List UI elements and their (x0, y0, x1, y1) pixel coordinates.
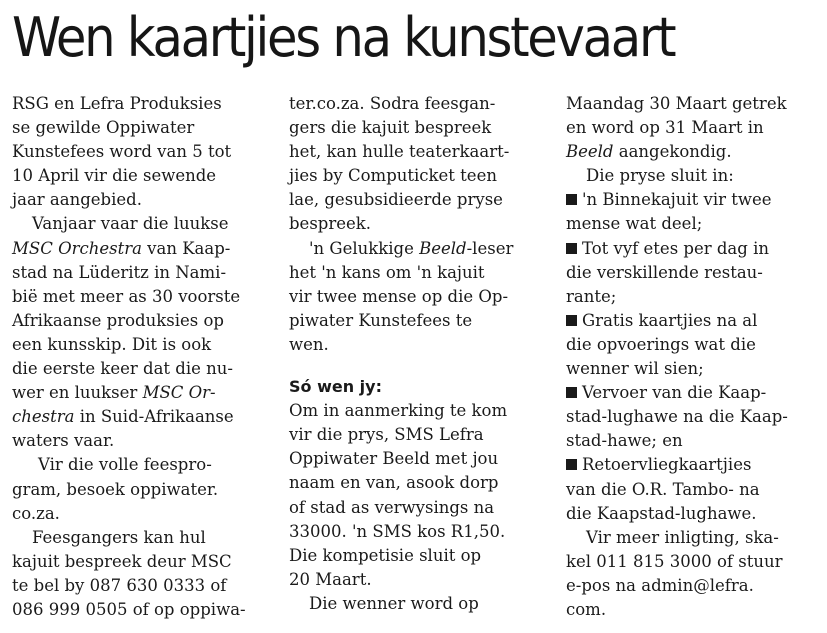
text-line (12, 381, 268, 405)
text-fragment: wer en luukser (12, 383, 143, 403)
text-line: piwater Kunstefees te (289, 310, 473, 330)
bullet-item (566, 237, 818, 261)
text-line: Die wenner word op (309, 593, 479, 613)
text-line: vir die prys, SMS Lefra (289, 425, 484, 445)
text-line: stad-hawe; en (566, 431, 683, 451)
bullet-item (566, 381, 818, 405)
text-line: Om in aanmerking te kom (289, 401, 508, 421)
bullet-text: Tot vyf etes per dag in (582, 238, 769, 258)
text-line: die opvoerings wat die (566, 334, 756, 354)
text-line: een kunsskip. Dit is ook (12, 334, 212, 354)
text-line: die Kaapstad-lughawe. (566, 503, 757, 523)
text-line: en word op 31 Maart in (566, 118, 764, 138)
text-line (12, 237, 268, 261)
text-line: die verskillende restau- (566, 262, 763, 282)
text-line: ter.co.za. Sodra feesgan- (289, 94, 496, 113)
text-line: Kunstefees word van 5 tot (12, 142, 232, 162)
text-line: Afrikaanse produksies op (12, 310, 224, 330)
text-line: 10 April vir die sewende (12, 166, 217, 186)
text-line: 20 Maart. (289, 569, 372, 589)
text-line: die eerste keer dat die nu- (12, 359, 233, 379)
text-line: kajuit bespreek deur MSC (12, 551, 232, 571)
square-bullet-icon (566, 387, 577, 398)
square-bullet-icon (566, 243, 577, 254)
square-bullet-icon (566, 459, 577, 470)
text-line (12, 405, 268, 429)
text-line: se gewilde Oppiwater (12, 118, 195, 138)
text-line: naam en van, asook dorp (289, 473, 499, 493)
text-line: gers die kajuit bespreek (289, 118, 492, 138)
text-line: RSG en Lefra Produksies (12, 94, 222, 113)
text-line: het, kan hulle teaterkaart- (289, 142, 510, 162)
newspaper-name: Beeld (419, 238, 467, 258)
text-line: jies by Computicket teen (289, 166, 497, 186)
square-bullet-icon (566, 315, 577, 326)
text-line: wen. (289, 334, 329, 354)
text-fragment: 'n Gelukkige (309, 238, 420, 258)
text-line: stad na Lüderitz in Nami- (12, 262, 227, 282)
text-line: het 'n kans om 'n kajuit (289, 262, 485, 282)
square-bullet-icon (566, 194, 577, 205)
bullet-text: Gratis kaartjies na al (582, 310, 758, 330)
text-line: gram, besoek oppiwater. (12, 479, 219, 499)
text-line: waters vaar. (12, 431, 115, 451)
text-line: bië met meer as 30 voorste (12, 286, 241, 306)
text-fragment: van Kaap- (141, 238, 231, 258)
text-line: mense wat deel; (566, 214, 703, 234)
text-line: kel 011 815 3000 of stuur (566, 551, 783, 571)
article-column-1 (12, 92, 268, 622)
text-line: Vanjaar vaar die luukse (32, 214, 229, 234)
text-line: Vir meer inligting, ska- (586, 527, 779, 547)
text-line: stad-lughawe na die Kaap- (566, 407, 788, 427)
bullet-text: Retoervliegkaartjies (582, 455, 752, 475)
text-line: Die pryse sluit in: (586, 166, 734, 186)
text-fragment: -leser (466, 238, 514, 258)
bullet-item (566, 188, 818, 212)
text-line (566, 140, 818, 164)
text-line (289, 237, 547, 261)
ship-name: MSC Or- (142, 383, 216, 403)
text-line: Maandag 30 Maart getrek (566, 94, 787, 113)
headline: Wen kaartjies na kunstevaart (12, 6, 675, 69)
text-line: lae, gesubsidieerde pryse (289, 190, 503, 210)
bullet-item (566, 309, 818, 333)
text-fragment: aangekondig. (613, 142, 732, 162)
article-column-2 (289, 92, 547, 616)
text-line: Feesgangers kan hul (32, 527, 206, 547)
bullet-item (566, 453, 818, 477)
text-line: vir twee mense op die Op- (289, 286, 509, 306)
text-line: jaar aangebied. (12, 190, 142, 210)
text-line: e-pos na admin@lefra. (566, 575, 754, 595)
text-line: bespreek. (289, 214, 372, 234)
ship-name: MSC Orchestra (12, 238, 142, 258)
text-line: Vir die volle feespro- (38, 455, 212, 475)
newspaper-name: Beeld (566, 142, 614, 162)
text-line: wenner wil sien; (566, 359, 704, 379)
bullet-text: 'n Binnekajuit vir twee (582, 190, 772, 210)
text-fragment: in Suid-Afrikaanse (74, 407, 234, 427)
text-line: te bel by 087 630 0333 of (12, 575, 227, 595)
bullet-text: Vervoer van die Kaap- (582, 383, 767, 403)
text-line: Die kompetisie sluit op (289, 545, 482, 565)
text-line: co.za. (12, 503, 60, 523)
text-line: com. (566, 599, 607, 619)
text-line: 33000. 'n SMS kos R1,50. (289, 521, 506, 541)
section-subheading: Só wen jy: (289, 377, 382, 397)
text-line: of stad as verwysings na (289, 497, 495, 517)
text-line: Oppiwater Beeld met jou (289, 449, 499, 469)
article-column-3 (566, 92, 818, 622)
text-line: 086 999 0505 of op oppiwa- (12, 599, 246, 619)
text-line: rante; (566, 286, 617, 306)
ship-name: chestra (12, 407, 75, 427)
text-line: van die O.R. Tambo- na (566, 479, 760, 499)
